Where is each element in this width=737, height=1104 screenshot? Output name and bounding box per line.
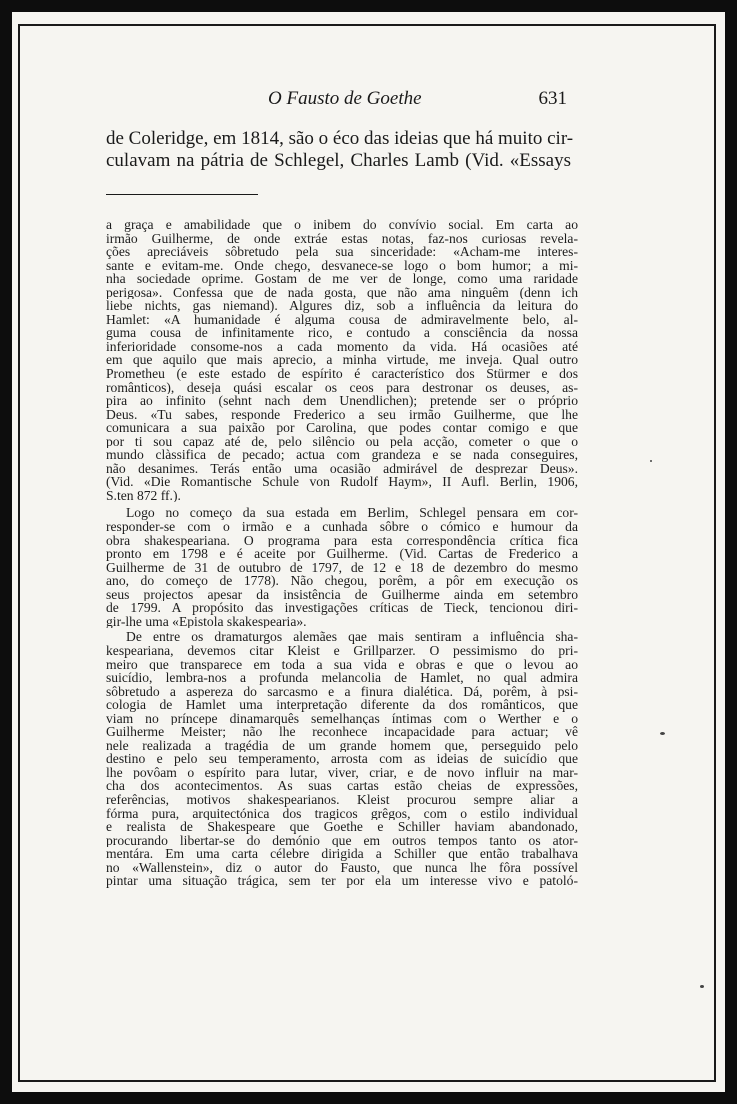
text-line: sante e evitam-me. Onde chego, desvanece-se logo o bom humor; a mi- (106, 258, 578, 273)
text-line: Logo no começo da sua estada em Berlim, Schlegel pensara em cor- (126, 506, 578, 521)
text-line: referências, motivos shakespearianos. Kleist procurou sempre aliar a (106, 792, 578, 807)
text-line: Guilherme de 31 de outubro de 1797, de 12 e 18 de dezembro do mesmo (106, 560, 578, 575)
text-line: guma cousa de infinitamente rico, e contudo a consciência da nossa (106, 326, 578, 340)
footnote-text (106, 218, 578, 888)
paper-speck (700, 985, 704, 988)
text-line: pira ao infinito (sehnt nach dem Unendlichen); pretende ser o próprio (106, 394, 578, 408)
text-line: De entre os dramaturgos alemães qae mais sentiram a influência sha- (126, 630, 578, 644)
text-line: procurando libertar-se do demónio que em outros tempos tanto os ator- (106, 833, 578, 848)
text-line: pronto em 1798 e é aceite por Guilherme. (Vid. Cartas de Frederico a (106, 547, 578, 561)
footnote-paragraph (106, 218, 578, 502)
text-line: pintar uma situação trágica, sem ter por ela um interesse vivo e patoló- (106, 874, 578, 888)
text-line: mundo clàssifica de pecado; actua com grandeza e se nada conseguires, (106, 448, 578, 462)
text-line: lhe povôam o espírito para lutar, viver, criar, e de novo influir na mar- (106, 765, 578, 780)
text-line: cologia de Hamlet uma interpretação diferente da dos românticos, que (106, 698, 578, 712)
text-line: gir-lhe uma «Epistola skakespearia». (106, 614, 307, 629)
text-line: S.ten 872 ff.). (106, 488, 181, 503)
text-line: fórma pura, arquitectónica dos tragicos grêgos, com o estilo individual (106, 806, 578, 821)
page-number: 631 (538, 88, 567, 109)
text-line: mentára. Em uma carta célebre dirigida a Schiller que então trabalhava (106, 847, 578, 861)
text-line: nele realizada a tragédia de um grande homem que, perseguido pelo (106, 738, 578, 753)
text-line: kespeariana, devemos citar Kleist e Grillparzer. O pessimismo do pri- (106, 643, 578, 658)
text-line: ano, do começo de 1778). Não chegou, porêm, a pôr em execução os (106, 574, 578, 588)
text-line: destino e pelo seu temperamento, arrosta com as ideias de suicídio que (106, 752, 578, 766)
text-line: meiro que transparece em toda a sua vida e obras e que o levou ao (106, 657, 578, 672)
text-line: Guilherme Meister; não lhe reconhece incapacidade para actuar; vê (106, 725, 578, 739)
text-line: (Vid. «Die Romantische Schule von Rudolf Haym», II Aufl. Berlin, 1906, (106, 475, 578, 489)
main-text-line: culavam na pátria de Schlegel, Charles Lamb (Vid. «Essays (106, 150, 571, 171)
text-line: cha dos acontecimentos. As suas cartas estão cheias de expressões, (106, 779, 578, 793)
text-line: responder-se com o irmão e a cunhada sôbre o cómico e humour da (106, 520, 578, 534)
text-line: ções apreciáveis sôbretudo pela sua sinceridade: «Acham-me interes- (106, 245, 578, 259)
paper-speck (650, 460, 652, 462)
text-line: Prometheu (e este estado de espírito é característico dos Stürmer e dos (106, 367, 578, 381)
text-line: não desanimes. Terás então uma ocasião admirável de desprezar Deus». (106, 461, 578, 476)
text-line: seus projectos apesar da insistência de Guilherme ainda em setembro (106, 587, 578, 602)
main-text (106, 128, 574, 172)
text-line: sôbretudo a aspereza do sarcasmo e a finura dialética. Dá, porêm, à psi- (106, 684, 578, 699)
text-line: de 1799. A propósito das investigações críticas de Tieck, tencionou diri- (106, 601, 578, 615)
main-text-line: de Coleridge, em 1814, são o éco das ideias que há muito cir- (106, 128, 574, 149)
paper-speck (660, 732, 665, 735)
page-header (0, 88, 737, 112)
text-line: suicídio, lembra-nos a profunda melancolia de Hamlet, no qual admira (106, 671, 578, 685)
text-line: Deus. «Tu sabes, responde Frederico a seu irmão Guilherme, que lhe (106, 407, 578, 422)
text-line: obra shakespeariana. O programa para esta correspondência crítica fica (106, 533, 578, 548)
text-line: liebe nichts, gas niemand). Algures diz, sob a influência da leitura do (106, 299, 578, 313)
text-line: e realista de Shakespeare que Goethe e Schiller haviam abandonado, (106, 820, 578, 834)
text-line: em que aquilo que mais aprecio, a minha virtude, me inveja. Qual outro (106, 353, 578, 368)
running-title: O Fausto de Goethe (268, 88, 422, 109)
text-line: irmão Guilherme, de onde extráe estas notas, faz-nos curiosas revela- (106, 231, 578, 246)
text-line: inferioridade consome-nos a cada momento da vida. Há ocasiões até (106, 339, 578, 354)
footnote-paragraph (106, 506, 578, 628)
text-line: viam no príncepe dinamarquês semelhanças íntimas com o Werther e o (106, 711, 578, 726)
text-line: por ti sou capaz até de, pelo silêncio ou pela acção, cometer o que o (106, 434, 578, 449)
text-line: a graça e amabilidade que o inibem do convívio social. Em carta ao (106, 218, 578, 232)
text-line: nha sociedade oprime. Gostam de me ver de longe, como uma raridade (106, 272, 578, 286)
footnote-paragraph (106, 630, 578, 887)
text-line: no «Wallenstein», diz o autor do Fausto, que nunca lhe fôra possível (106, 860, 578, 875)
text-line: românticos), deseja quási escalar os ceos para destronar os deuses, as- (106, 380, 578, 395)
text-line: Hamlet: «A humanidade é alguma cousa de admiravelmente belo, al- (106, 312, 578, 327)
text-line: perigosa». Confessa que de nada gosta, que não ama ninguêm (denn ich (106, 285, 578, 300)
text-line: comunicara a sua paixão por Carolina, que podes contar comigo e que (106, 421, 578, 435)
footnote-rule (106, 194, 258, 195)
